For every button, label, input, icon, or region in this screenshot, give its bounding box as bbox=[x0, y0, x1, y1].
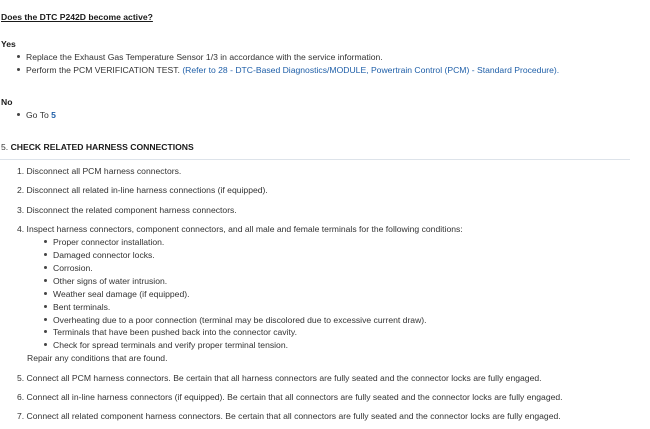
list-item: 3. Disconnect the related component harness connectors. bbox=[17, 205, 237, 215]
condition-item: Check for spread terminals and verify proper terminal tension. bbox=[53, 340, 289, 350]
step-heading bbox=[1, 142, 194, 152]
yes-label: Yes bbox=[1, 39, 16, 49]
list-item: 4. Inspect harness connectors, component connectors, and all male and female terminals for the following conditions: bbox=[17, 224, 463, 234]
divider bbox=[0, 159, 630, 160]
condition-item: Bent terminals. bbox=[53, 302, 111, 312]
condition-item: Corrosion. bbox=[53, 263, 93, 273]
yes-item-1: Replace the Exhaust Gas Temperature Sensor 1/3 in accordance with the service information. bbox=[26, 52, 383, 62]
condition-item: Overheating due to a poor connection (terminal may be discolored due to excessive current draw). bbox=[53, 315, 427, 325]
list-item: 5. Connect all PCM harness connectors. Be certain that all harness connectors are fully seated and the connector locks are fully engaged. bbox=[17, 373, 542, 383]
yes-item-2-text: Perform the PCM VERIFICATION TEST. bbox=[26, 65, 183, 75]
goto-step-link[interactable]: 5 bbox=[51, 110, 56, 120]
condition-item: Weather seal damage (if equipped). bbox=[53, 289, 190, 299]
list-item: 7. Connect all related component harness connectors. Be certain that all connectors are fully seated and the connector locks are fully engaged. bbox=[17, 411, 561, 421]
list-item: 6. Connect all in-line harness connectors (if equipped). Be certain that all connectors are fully seated and the connector locks are fully engaged. bbox=[17, 392, 563, 402]
step-title: CHECK RELATED HARNESS CONNECTIONS bbox=[10, 142, 194, 152]
condition-item: Other signs of water intrusion. bbox=[53, 276, 168, 286]
goto-text: Go To bbox=[26, 110, 52, 120]
repair-note: Repair any conditions that are found. bbox=[27, 353, 168, 363]
list-item: 2. Disconnect all related in-line harness connections (if equipped). bbox=[17, 185, 268, 195]
condition-item: Proper connector installation. bbox=[53, 237, 165, 247]
condition-item: Terminals that have been pushed back into the connector cavity. bbox=[53, 327, 297, 337]
list-item: 1. Disconnect all PCM harness connectors. bbox=[17, 166, 182, 176]
question-heading: Does the DTC P242D become active? bbox=[1, 12, 153, 22]
yes-item-2 bbox=[26, 65, 559, 75]
no-label: No bbox=[1, 97, 13, 107]
step-number: 5. bbox=[1, 142, 9, 152]
condition-item: Damaged connector locks. bbox=[53, 250, 155, 260]
no-item bbox=[26, 110, 56, 120]
procedure-link[interactable]: (Refer to 28 - DTC-Based Diagnostics/MODULE, Powertrain Control (PCM) - Standard Procedure). bbox=[182, 65, 560, 75]
